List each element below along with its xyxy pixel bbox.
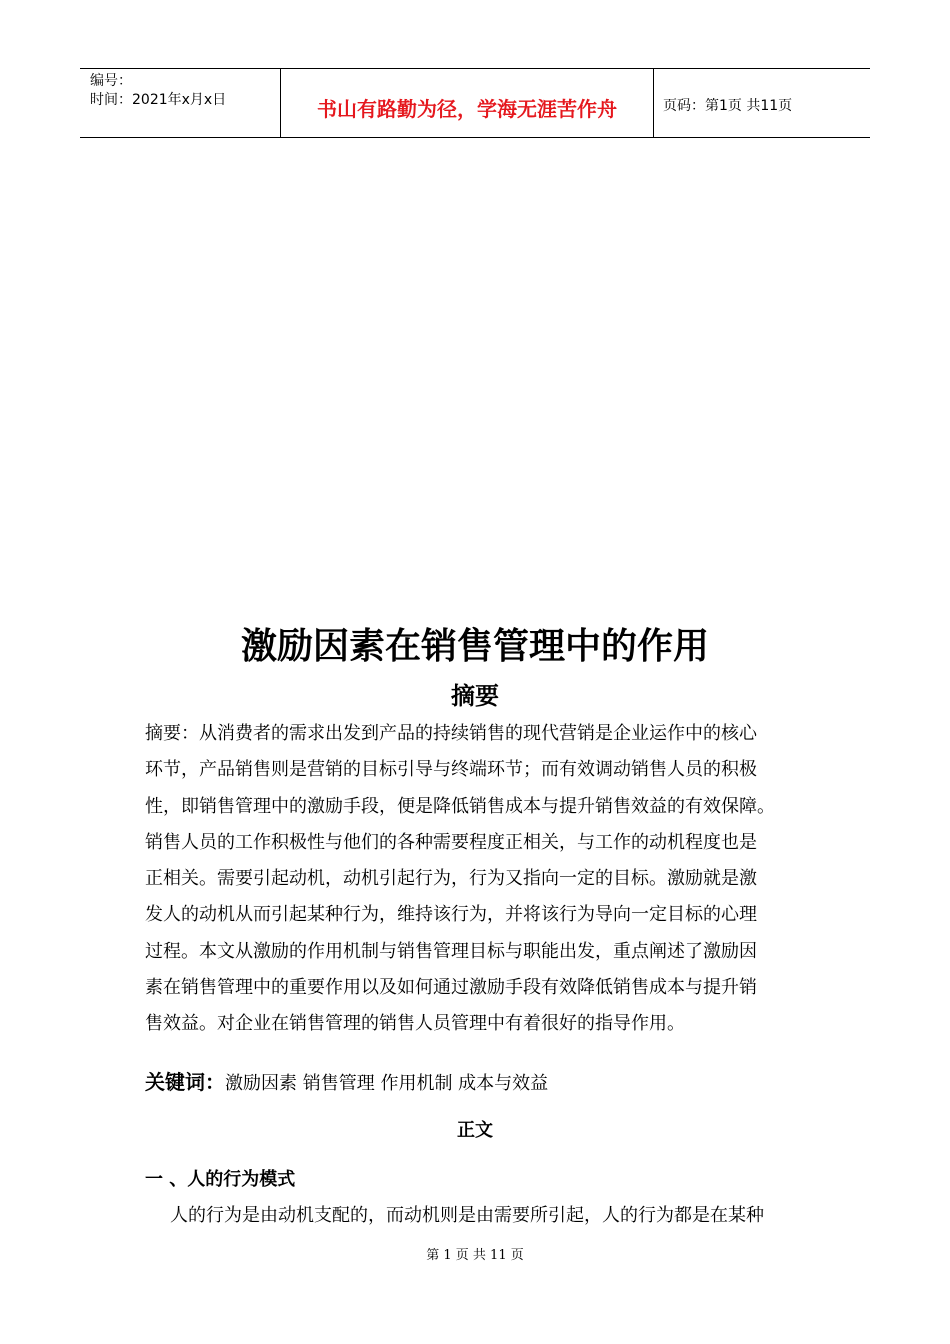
header-left-cell — [80, 69, 280, 137]
header-right-cell — [653, 69, 870, 137]
page-footer: 第 1 页 共 11 页 — [426, 1248, 524, 1263]
abstract-line: 售效益。对企业在销售管理的销售人员管理中有着很好的指导作用。 — [145, 1013, 685, 1035]
header-table — [80, 68, 870, 138]
section-heading: 正文 — [457, 1120, 493, 1141]
abstract-line: 过程。本文从激励的作用机制与销售管理目标与职能出发，重点阐述了激励因 — [145, 940, 757, 962]
abstract-line: 正相关。需要引起动机，动机引起行为，行为又指向一定的目标。激励就是激 — [145, 868, 757, 890]
abstract-line: 发人的动机从而引起某种行为，维持该行为，并将该行为导向一定目标的心理 — [145, 904, 757, 926]
document-title: 激励因素在销售管理中的作用 — [240, 626, 709, 667]
header-motto: 书山有路勤为径，学海无涯苦作舟 — [317, 97, 617, 121]
document-date: 时间：2021年x月x日 — [90, 92, 227, 108]
document-number: 编号： — [90, 73, 132, 89]
keywords-text: 激励因素 销售管理 作用机制 成本与效益 — [225, 1073, 549, 1094]
keywords-label: 关键词： — [145, 1070, 225, 1094]
abstract-line: 摘要：从消费者的需求出发到产品的持续销售的现代营销是企业运作中的核心 — [145, 723, 757, 744]
abstract-line: 素在销售管理中的重要作用以及如何通过激励手段有效降低销售成本与提升销 — [145, 977, 757, 999]
keywords-line — [145, 1066, 548, 1100]
abstract-paragraph — [145, 716, 807, 1043]
header-middle-cell — [280, 69, 654, 137]
abstract-line: 销售人员的工作积极性与他们的各种需要程度正相关，与工作的动机程度也是 — [145, 831, 757, 853]
header-page-info: 页码：第1页 共11页 — [663, 98, 793, 114]
abstract-line: 环节，产品销售则是营销的目标引导与终端环节；而有效调动销售人员的积极 — [145, 759, 757, 781]
heading-1: 一 、人的行为模式 — [145, 1169, 296, 1190]
body-paragraph: 人的行为是由动机支配的，而动机则是由需要所引起，人的行为都是在某种 — [170, 1205, 764, 1226]
abstract-line: 性，即销售管理中的激励手段，便是降低销售成本与提升销售效益的有效保障。 — [145, 795, 775, 817]
abstract-heading: 摘要 — [451, 682, 499, 710]
